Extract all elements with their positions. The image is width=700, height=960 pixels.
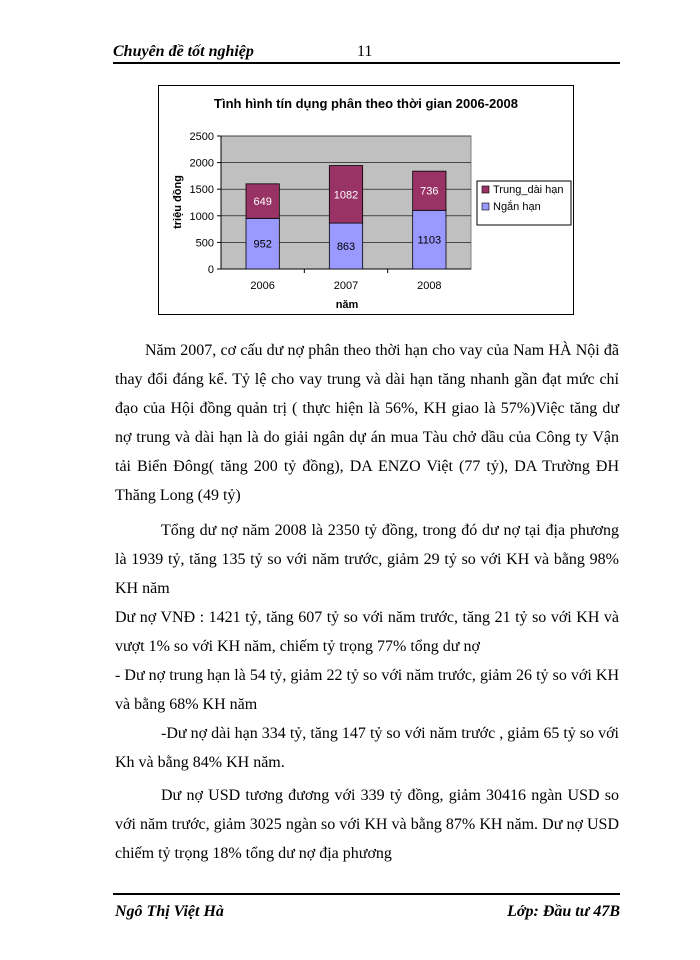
header-rule: [113, 62, 620, 64]
footer-rule: [113, 893, 620, 895]
stacked-bar-chart: [159, 86, 573, 314]
x-tick-label: 2008: [417, 280, 442, 292]
x-tick-label: 2006: [250, 280, 275, 292]
paragraph-3: Dư nợ VNĐ : 1421 tỷ, tăng 607 tỷ so với năm trước, tăng 21 tỷ so với KH và vượt 1% so với KH năm, chiếm tỷ trọng 77% tổng dư nợ: [115, 609, 619, 655]
x-tick-label: 2007: [333, 280, 359, 292]
y-tick-label: 1500: [189, 184, 214, 197]
bar-data-label: 1082: [333, 189, 359, 202]
y-tick-label: 2000: [189, 157, 214, 170]
legend-swatch: [482, 186, 489, 193]
chart-legend: [477, 181, 571, 225]
paragraph-2: Tổng dư nợ năm 2008 là 2350 tỷ đồng, trong đó dư nợ tại địa phương là 1939 tỷ, tăng 135 tỷ so với năm trước, giảm 29 tỷ so với KH và bằng 98% KH năm: [115, 522, 619, 597]
paragraph-1: Năm 2007, cơ cấu dư nợ phân theo thời hạn cho vay của Nam HÀ Nội đã thay đổi đáng kể. Tỷ lệ cho vay trung và dài hạn tăng nhanh gần đạt mức chỉ đạo của Hội đồng quản trị ( thực hiện là 56%, KH giao là 57%)Việc tăng dư nợ trung và dài hạn là do giải ngân dự án mua Tàu chở dầu của Công ty Vận tải Biển Đông( tăng 200 tỷ đồng), DA ENZO Việt (77 tỷ), DA Trường ĐH Thăng Long (49 tỷ): [115, 342, 619, 504]
plot-area: [190, 131, 471, 292]
header-title: Chuyên đề tốt nghiệp: [113, 43, 254, 60]
legend-label: Trung_dài hạn: [493, 184, 564, 196]
y-tick-label: 1000: [189, 210, 214, 223]
page-header: [113, 40, 620, 62]
y-axis-label: triệu đồng: [172, 175, 184, 229]
chart-frame: [158, 85, 574, 315]
y-tick-label: 0: [207, 264, 214, 276]
footer-author: Ngô Thị Việt Hà: [115, 903, 224, 920]
legend-swatch: [482, 203, 489, 210]
bar-data-label: 952: [253, 238, 272, 251]
y-tick-label: 2500: [189, 131, 214, 143]
legend-label: Ngắn hạn: [493, 201, 541, 213]
bar-data-label: 736: [420, 185, 439, 198]
y-tick-label: 500: [195, 237, 214, 250]
page-footer: [113, 893, 620, 933]
bar-data-label: 1103: [417, 234, 442, 247]
body-text: [115, 336, 619, 868]
x-axis-label: năm: [335, 299, 359, 311]
bar-data-label: 649: [253, 196, 272, 209]
chart-title: Tình hình tín dụng phân theo thời gian 2006-2008: [214, 96, 518, 111]
paragraph-5: -Dư nợ dài hạn 334 tỷ, tăng 147 tỷ so với năm trước , giảm 65 tỷ so với Kh và bằng 84% KH năm.: [115, 725, 619, 771]
paragraph-4: - Dư nợ trung hạn là 54 tỷ, giảm 22 tỷ so với năm trước, giảm 26 tỷ so với KH và bằng 68% KH năm: [115, 667, 619, 713]
footer-class: Lớp: Đầu tư 47B: [507, 903, 620, 920]
paragraph-6: Dư nợ USD tương đương với 339 tỷ đồng, giảm 30416 ngàn USD so với năm trước, giảm 3025 ngàn so với KH và bằng 87% KH năm. Dư nợ USD chiếm tỷ trọng 18% tổng dư nợ địa phương: [115, 787, 619, 862]
page-number: 11: [357, 43, 373, 60]
bar-data-label: 863: [336, 241, 356, 254]
